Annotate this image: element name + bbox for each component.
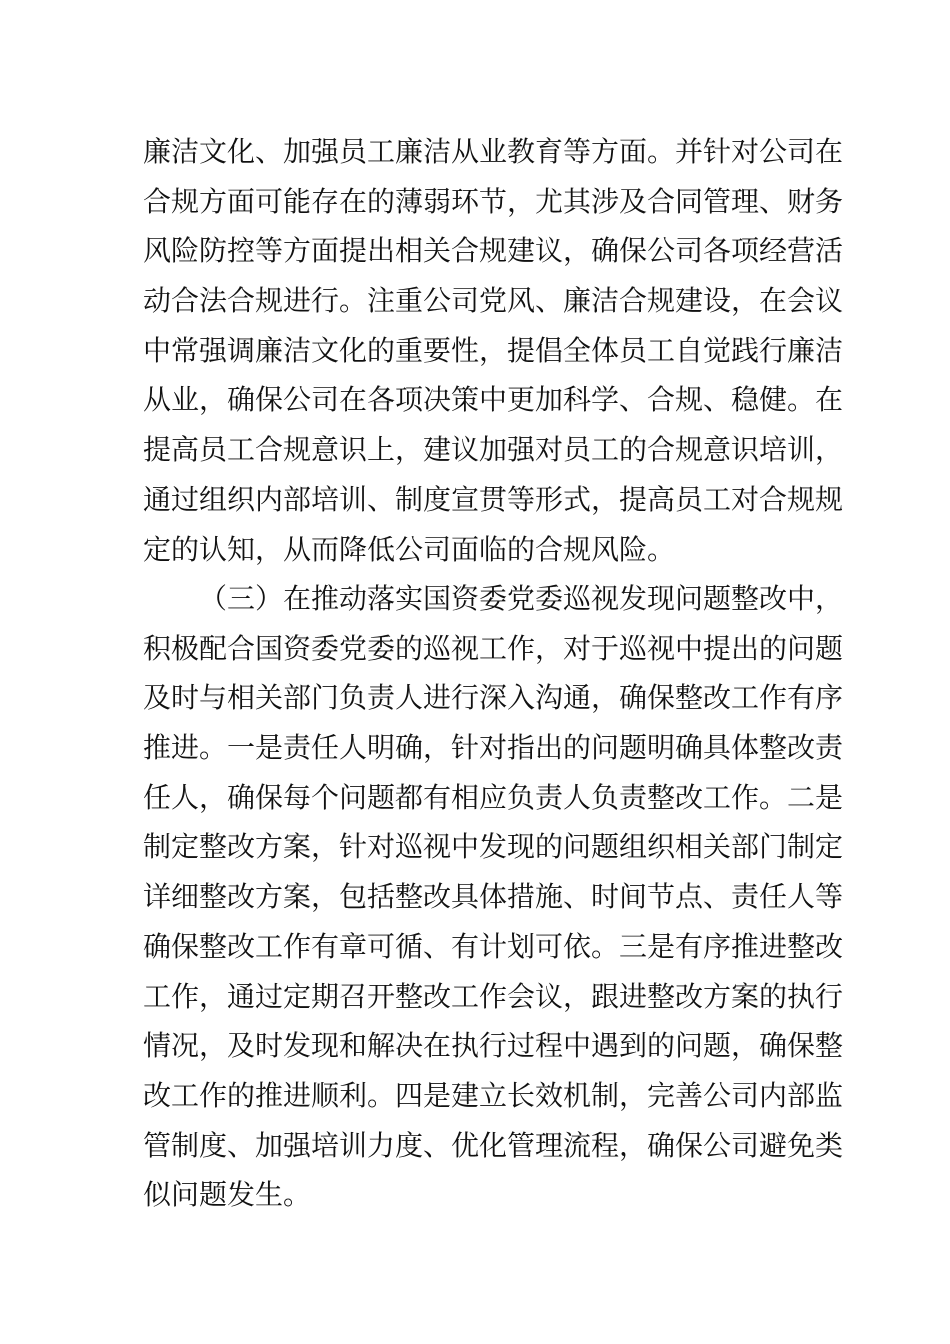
text-line: 任人，确保每个问题都有相应负责人负责整改工作。二是	[143, 780, 844, 814]
text-line: 改工作的推进顺利。四是建立长效机制，完善公司内部监	[143, 1078, 844, 1112]
text-line: 动合法合规进行。注重公司党风、廉洁合规建设，在会议	[143, 284, 844, 318]
text-line: 确保整改工作有章可循、有计划可依。三是有序推进整改	[143, 929, 844, 963]
paragraph-continued	[143, 127, 844, 574]
text-line: 管制度、加强培训力度、优化管理流程，确保公司避免类	[143, 1128, 844, 1162]
text-line: 廉洁文化、加强员工廉洁从业教育等方面。并针对公司在	[143, 135, 844, 168]
text-line: 中常强调廉洁文化的重要性，提倡全体员工自觉践行廉洁	[143, 333, 844, 367]
text-line: 及时与相关部门负责人进行深入沟通，确保整改工作有序	[143, 681, 844, 715]
text-line: 合规方面可能存在的薄弱环节，尤其涉及合同管理、财务	[143, 184, 844, 218]
text-line: 从业，确保公司在各项决策中更加科学、合规、稳健。在	[143, 383, 844, 417]
text-line: 详细整改方案，包括整改具体措施、时间节点、责任人等	[143, 880, 844, 914]
section-three-paragraph	[143, 574, 844, 1220]
text-line: 制定整改方案，针对巡视中发现的问题组织相关部门制定	[143, 830, 844, 864]
text-line: 定的认知，从而降低公司面临的合规风险。	[143, 532, 676, 566]
text-line: 风险防控等方面提出相关合规建议，确保公司各项经营活	[143, 234, 844, 268]
text-line: 情况，及时发现和解决在执行过程中遇到的问题，确保整	[143, 1029, 844, 1063]
text-line: 似问题发生。	[143, 1178, 312, 1212]
text-line: 通过组织内部培训、制度宣贯等形式，提高员工对合规规	[143, 482, 844, 516]
text-line: 推进。一是责任人明确，针对指出的问题明确具体整改责	[143, 731, 844, 765]
text-line: 积极配合国资委党委的巡视工作，对于巡视中提出的问题	[143, 631, 844, 665]
section-three-heading-line: （三）在推动落实国资委党委巡视发现问题整改中，	[199, 582, 844, 615]
text-line: 提高员工合规意识上，建议加强对员工的合规意识培训，	[143, 433, 844, 467]
text-line: 工作，通过定期召开整改工作会议，跟进整改方案的执行	[143, 979, 844, 1013]
